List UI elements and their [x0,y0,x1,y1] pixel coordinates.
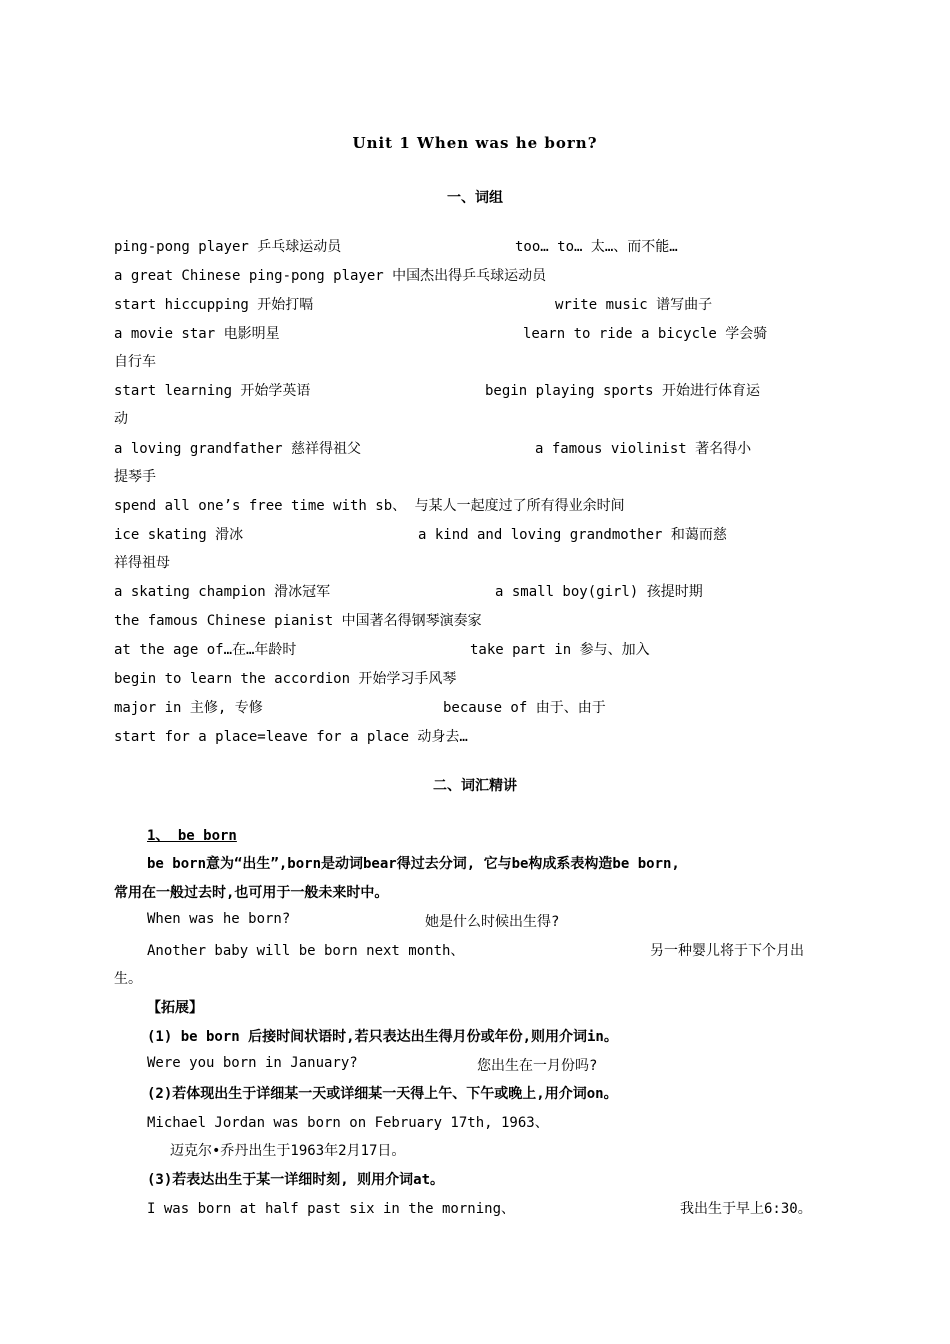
phrase-line: start for a place=leave for a place 动身去… [114,729,468,745]
expand-label: 【拓展】 [147,1000,203,1016]
phrase-line: 自行车 [114,354,156,370]
phrase-line-right: because of 由于、由于 [443,700,606,716]
phrase-line: ice skating 滑冰 [114,527,244,543]
example-sentence-zh: 她是什么时候出生得? [425,914,560,930]
phrase-line: major in 主修, 专修 [114,700,263,716]
phrase-line: 动 [114,411,128,427]
rule-3-example-zh: 我出生于早上6:30。 [680,1201,812,1217]
phrase-line: 提琴手 [114,469,156,485]
phrase-line: 祥得祖母 [114,555,170,571]
rule-3-example-en: I was born at half past six in the morning、 [147,1201,516,1217]
item-heading: 1、 be born [147,828,237,844]
example-sentence-en: When was he born? [147,911,291,927]
phrase-line-right: a small boy(girl) 孩提时期 [495,584,703,600]
phrase-line: start hiccupping 开始打嗝 [114,297,314,313]
section-heading-phrases: 一、词组 [447,190,503,206]
phrase-line-right: take part in 参与、加入 [470,642,650,658]
example-sentence-zh: 另一种婴儿将于下个月出 [650,943,804,959]
phrase-line-right: learn to ride a bicycle 学会骑 [523,326,768,342]
phrase-line-right: too… to… 太…、而不能… [515,239,678,255]
phrase-line-right: a famous violinist 著名得小 [535,441,752,457]
page-title: Unit 1 When was he born? [352,134,598,152]
phrase-line: a loving grandfather 慈祥得祖父 [114,441,362,457]
example-sentence-zh-cont: 生。 [114,971,142,987]
rule-2-example-en: Michael Jordan was born on February 17th, 1963、 [147,1115,549,1131]
rule-1-example-en: Were you born in January? [147,1055,358,1071]
item-description: be born意为“出生”,born是动词bear得过去分词, 它与be构成系表构造be born, [147,856,680,872]
rule-2: (2)若体现出生于详细某一天或详细某一天得上午、下午或晚上,用介词on。 [147,1086,618,1102]
rule-1: (1) be born 后接时间状语时,若只表达出生得月份或年份,则用介词in。 [147,1029,618,1045]
phrase-line-right: a kind and loving grandmother 和蔼而慈 [418,527,727,543]
phrase-line: a great Chinese ping-pong player 中国杰出得乒乓球运动员 [114,268,547,284]
phrase-line: ping-pong player 乒乓球运动员 [114,239,342,255]
phrase-line-right: begin playing sports 开始进行体育运 [485,383,761,399]
rule-1-example-zh: 您出生在一月份吗? [477,1058,598,1074]
phrase-line: a movie star 电影明星 [114,326,280,342]
rule-3: (3)若表达出生于某一详细时刻, 则用介词at。 [147,1172,444,1188]
phrase-line: start learning 开始学英语 [114,383,311,399]
phrase-line-right: write music 谱写曲子 [555,297,713,313]
phrase-line: at the age of…在…年龄时 [114,642,297,658]
rule-2-example-zh: 迈克尔•乔丹出生于1963年2月17日。 [170,1143,406,1159]
phrase-line: spend all one’s free time with sb、 与某人一起度过了所有得业余时间 [114,498,625,514]
phrase-line: a skating champion 滑冰冠军 [114,584,331,600]
item-description-cont: 常用在一般过去时,也可用于一般未来时中。 [114,885,389,901]
phrase-line: the famous Chinese pianist 中国著名得钢琴演奏家 [114,613,482,629]
phrase-line: begin to learn the accordion 开始学习手风琴 [114,671,457,687]
section-heading-vocabulary: 二、词汇精讲 [433,778,517,794]
example-sentence-en: Another baby will be born next month、 [147,943,465,959]
